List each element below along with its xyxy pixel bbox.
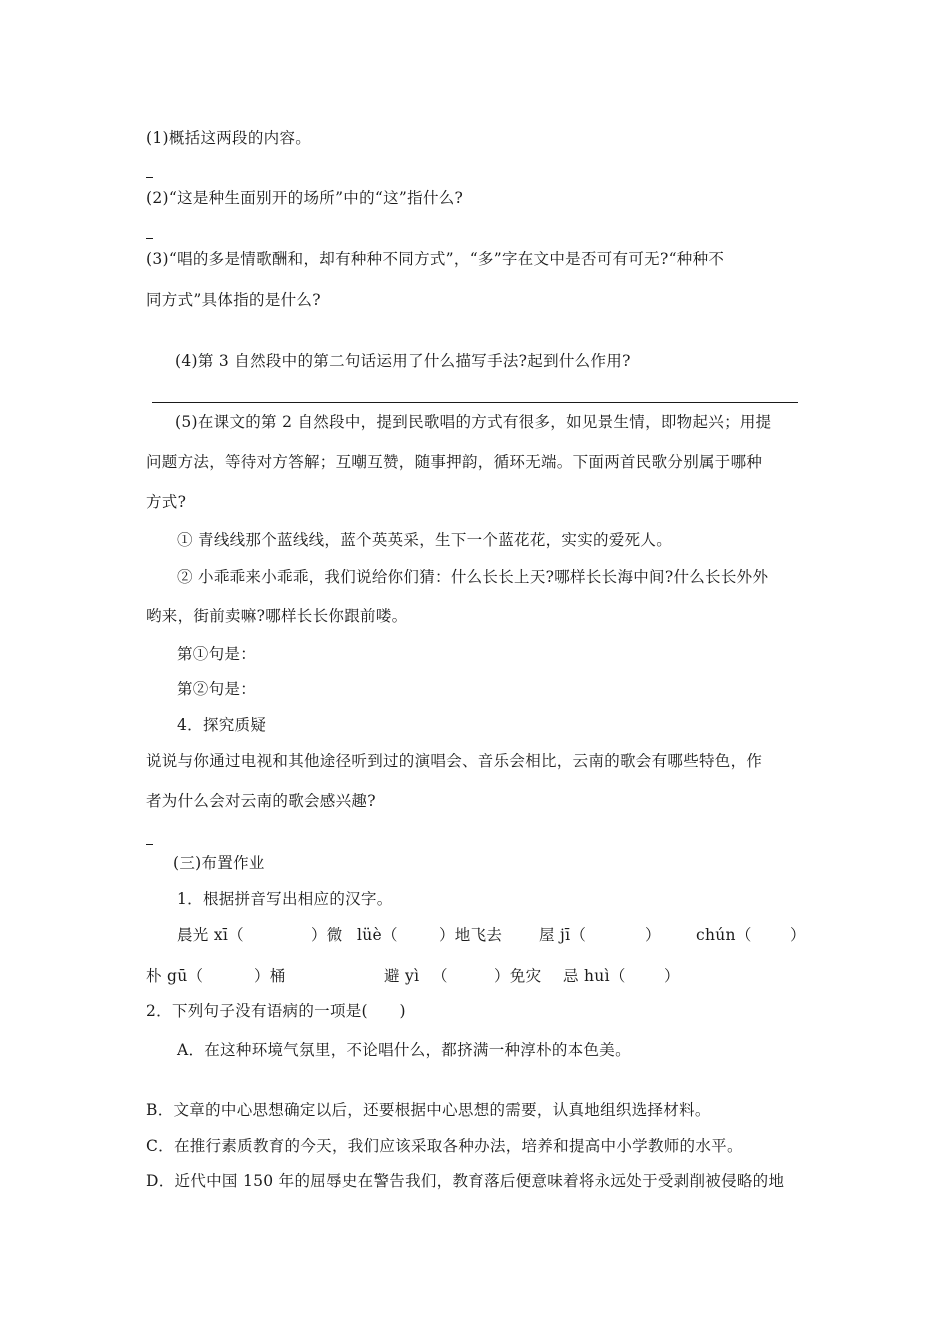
pinyin-gu-end: ）桶 [254, 967, 286, 985]
pinyin-lue-end: ）地飞去 [439, 926, 503, 944]
section-4-title: 4．探究质疑 [177, 716, 267, 734]
pinyin-lue: lüè（ [357, 926, 398, 944]
question-3-line-1: (3)“唱的多是情歌酬和，却有种种不同方式”，“多”字在文中是否可有可无?“种种不 [146, 250, 725, 268]
question-3-line-2: 同方式”具体指的是什么? [146, 291, 321, 309]
answer-blank [146, 177, 153, 178]
folk-song-1: ① 青线线那个蓝线线，蓝个英英采，生下一个蓝花花，实实的爱死人。 [177, 531, 673, 549]
pinyin-ji-end: ） [645, 926, 661, 944]
pinyin-xi: 晨光 xī（ [177, 926, 244, 944]
question-5-line-2: 问题方法，等待对方答解；互嘲互赞，随事押韵，循环无端。下面两首民歌分别属于哪种 [146, 453, 763, 471]
folk-song-2-line-2: 哟来，街前卖嘛?哪样长长你跟前喽。 [146, 607, 408, 625]
section-4-text-line-2: 者为什么会对云南的歌会感兴趣? [146, 792, 376, 810]
question-2: (2)“这是种生面别开的场所”中的“这”指什么? [146, 189, 464, 207]
pinyin-chun: chún（ [696, 926, 752, 944]
question-1: (1)概括这两段的内容。 [146, 129, 312, 147]
pinyin-hui-end: ） [664, 967, 680, 985]
option-b: B．文章的中心思想确定以后，还要根据中心思想的需要，认真地组织选择材料。 [146, 1101, 711, 1119]
homework-item-2: 2．下列句子没有语病的一项是( ) [146, 1002, 406, 1020]
homework-item-1: 1．根据拼音写出相应的汉字。 [177, 890, 393, 908]
homework-title: (三)布置作业 [173, 854, 265, 872]
question-4: (4)第 3 自然段中的第二句话运用了什么描写手法?起到什么作用? [175, 352, 631, 370]
pinyin-chun-end: ） [790, 926, 806, 944]
option-a: A．在这种环境气氛里，不论唱什么，都挤满一种淳朴的本色美。 [177, 1041, 631, 1059]
pinyin-xi-end: ）微 [311, 926, 343, 944]
pinyin-yi-end: ）免灾 [494, 967, 542, 985]
section-4-text-line-1: 说说与你通过电视和其他途径听到过的演唱会、音乐会相比，云南的歌会有哪些特色，作 [146, 752, 763, 770]
pinyin-hui: 忌 huì（ [563, 967, 626, 985]
pinyin-gu: 朴 gū（ [146, 967, 204, 985]
question-5-line-1: (5)在课文的第 2 自然段中，提到民歌唱的方式有很多，如见景生情，即物起兴；用提 [175, 413, 772, 431]
question-5-line-3: 方式? [146, 493, 187, 511]
answer-blank [146, 238, 153, 239]
answer-blank [146, 844, 153, 845]
option-c: C．在推行素质教育的今天，我们应该采取各种办法，培养和提高中小学教师的水平。 [146, 1137, 743, 1155]
pinyin-ji: 屋 jī（ [539, 926, 587, 944]
pinyin-yi: 避 yì [384, 967, 420, 985]
option-d: D．近代中国 150 年的屈辱史在警告我们，教育落后便意味着将永远处于受剥削被侵略的地 [146, 1172, 785, 1190]
pinyin-yi-mid: （ [432, 967, 448, 985]
answer-1-label: 第①句是： [177, 645, 257, 663]
answer-rule [152, 402, 798, 403]
folk-song-2-line-1: ② 小乖乖来小乖乖，我们说给你们猜：什么长长上天?哪样长长海中间?什么长长外外 [177, 568, 769, 586]
answer-2-label: 第②句是： [177, 680, 257, 698]
